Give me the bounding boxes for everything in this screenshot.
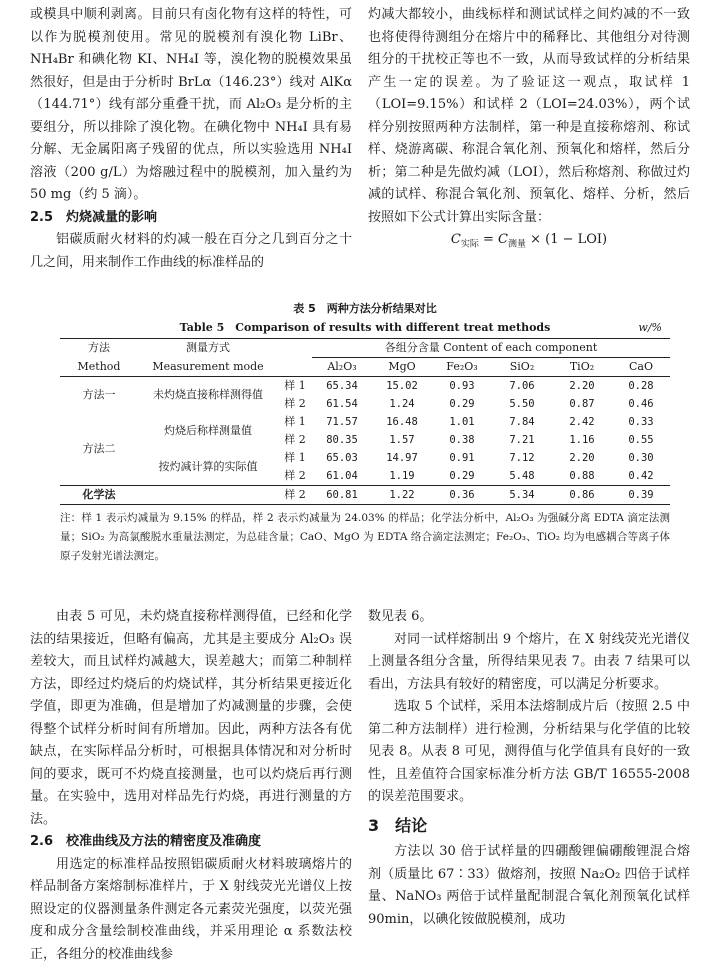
paragraph: 方法以 30 倍于试样量的四硼酸锂偏硼酸锂混合熔剂（质量比 67∶33）做熔剂，按照 Na₂O₂ 四倍于试样量、NaNO₃ 两倍于试样量配制混合氧化剂预氧化试样 90min，以碘化铵做脱模剂，成功: [368, 841, 690, 931]
sample-cell: 样 2: [278, 467, 312, 486]
value-cell: 0.46: [612, 395, 670, 413]
header-component: MgO: [372, 358, 432, 377]
value-cell: 0.29: [432, 467, 492, 486]
value-cell: 65.03: [312, 449, 372, 467]
header-method-en: Method: [60, 358, 138, 377]
mode-cell: 按灼减计算的实际值: [138, 449, 278, 486]
value-cell: 0.28: [612, 377, 670, 396]
value-cell: 1.01: [432, 413, 492, 431]
value-cell: 0.91: [432, 449, 492, 467]
table-unit: w/%: [638, 318, 662, 338]
header-mode-en: Measurement mode: [138, 358, 278, 377]
table-row: [60, 413, 670, 431]
value-cell: 0.33: [612, 413, 670, 431]
value-cell: 7.06: [492, 377, 552, 396]
table-title-en: Table 5 Comparison of results with different treat methods: [60, 318, 670, 338]
table-5-block: [60, 300, 670, 566]
value-cell: 2.20: [552, 377, 612, 396]
section-heading-2-5: 2.5 灼烧减量的影响: [30, 207, 352, 230]
table-title-row: [60, 318, 670, 338]
table-row: [60, 449, 670, 467]
paragraph: 或模具中顺利剥离。目前只有卤化物有这样的特性，可以作为脱模剂使用。常见的脱模剂有溴化物 LiBr、NH₄Br 和碘化物 KI、NH₄I 等，溴化物的脱模效果虽然很好，但是由于分析时 BrLα（146.23°）线对 AlKα（144.71°）线有部分重叠干扰，而 Al₂O₃ 是分析的主要组分，所以排除了溴化物。在碘化物中 NH₄I 具有易分解、无金属阳离子残留的优点，所以实验选用 NH₄I 溶液（200 g/L）为熔融过程中的脱模剂，加入量约为 50 mg（约 5 滴）。: [30, 4, 352, 207]
value-cell: 65.34: [312, 377, 372, 396]
header-method-cn: 方法: [60, 339, 138, 358]
value-cell: 1.22: [372, 486, 432, 505]
section-heading-3: 3 结论: [368, 815, 690, 838]
method-cell: 方法一: [60, 377, 138, 414]
value-cell: 15.02: [372, 377, 432, 396]
value-cell: 0.30: [612, 449, 670, 467]
value-cell: 0.38: [432, 431, 492, 449]
formula-tail: × (1 − LOI): [526, 232, 607, 247]
header-component: Fe₂O₃: [432, 358, 492, 377]
value-cell: 5.34: [492, 486, 552, 505]
mode-cell: [138, 486, 278, 505]
header-component: TiO₂: [552, 358, 612, 377]
value-cell: 0.39: [612, 486, 670, 505]
formula-rhs: C: [498, 232, 508, 247]
section-heading-2-6: 2.6 校准曲线及方法的精密度及准确度: [30, 831, 352, 854]
sample-cell: 样 1: [278, 449, 312, 467]
sample-cell: 样 2: [278, 431, 312, 449]
value-cell: 0.36: [432, 486, 492, 505]
value-cell: 0.86: [552, 486, 612, 505]
value-cell: 7.12: [492, 449, 552, 467]
header-component: CaO: [612, 358, 670, 377]
formula-eq: =: [479, 232, 498, 247]
paragraph: 由表 5 可见，未灼烧直接称样测得值，已经和化学法的结果接近，但略有偏高，尤其是主要成分 Al₂O₃ 误差较大，而且试样灼减越大，误差越大；而第二种制样方法，即经过灼烧后的灼烧试样，其分析结果更接近化学值，即更为准确，但是增加了灼减测量的步骤，会使得整个试样分析时间有所增加。因此，两种方法各有优缺点，在实际样品分析时，可根据具体情况和对分析时间的要求，既可不灼烧直接测量，也可以灼烧后再行测量。在实验中，选用对样品先行灼烧，再进行测量的方法。: [30, 606, 352, 831]
header-mode-cn: 测量方式: [138, 339, 278, 358]
value-cell: 1.57: [372, 431, 432, 449]
header-component: Al₂O₃: [312, 358, 372, 377]
sample-cell: 样 2: [278, 395, 312, 413]
value-cell: 2.42: [552, 413, 612, 431]
value-cell: 0.93: [432, 377, 492, 396]
table-row: [60, 377, 670, 396]
value-cell: 0.42: [612, 467, 670, 486]
formula-rhs-sub: 测量: [508, 240, 526, 250]
header-spacer: [278, 358, 312, 377]
value-cell: 1.24: [372, 395, 432, 413]
table-note: 注：样 1 表示灼减量为 9.15% 的样品，样 2 表示灼减量为 24.03% 的样品；化学法分析中，Al₂O₃ 为强碱分离 EDTA 滴定法测量；SiO₂ 为高氯酸脱水重量法测定，为总硅含量；CaO、MgO 为 EDTA 络合滴定法测定；Fe₂O₃、TiO₂ 均为电感耦合等离子体原子发射光谱法测定。: [60, 509, 670, 566]
value-cell: 80.35: [312, 431, 372, 449]
mode-cell: 灼烧后称样测量值: [138, 413, 278, 449]
paragraph: 铝碳质耐火材料的灼减一般在百分之几到百分之十几之间，用来制作工作曲线的标准样品的: [30, 229, 352, 274]
paragraph: 灼减大都较小，曲线标样和测试试样之间灼减的不一致也将使得待测组分在熔片中的稀释比、其他组分对待测组分的干扰校正等也不一致，从而导致试样的分析结果产生一定的误差。为了验证这一观点，取试样 1（LOI=9.15%）和试样 2（LOI=24.03%），两个试样分别按照两种方法制样，第一种是直接称熔剂、称试样、烧游离碳、称混合氧化剂、预氧化和熔样，然后分析；第二种是先做灼减（LOI），然后称熔剂、称做过灼减的试样、称混合氧化剂、预氧化、熔样、分析，然后按照如下公式计算出实际含量：: [368, 4, 690, 229]
bottom-right-column: [368, 606, 690, 931]
formula-lhs-sub: 实际: [461, 240, 479, 250]
value-cell: 7.21: [492, 431, 552, 449]
value-cell: 0.87: [552, 395, 612, 413]
table-row: [60, 486, 670, 505]
formula-lhs: C: [451, 232, 461, 247]
top-right-column: [368, 4, 690, 256]
value-cell: 2.20: [552, 449, 612, 467]
header-component: SiO₂: [492, 358, 552, 377]
value-cell: 0.55: [612, 431, 670, 449]
value-cell: 71.57: [312, 413, 372, 431]
results-table: [60, 338, 670, 505]
value-cell: 5.50: [492, 395, 552, 413]
formula: [368, 229, 690, 256]
mode-cell: 未灼烧直接称样测得值: [138, 377, 278, 414]
paragraph: 选取 5 个试样，采用本法熔制成片后（按照 2.5 中第二种方法制样）进行检测，分析结果与化学值的比较见表 8。从表 8 可见，测得值与化学值具有良好的一致性，且差值符合国家标准分析方法 GB/T 16555-2008 的误差范围要求。: [368, 696, 690, 809]
paragraph: 数见表 6。: [368, 606, 690, 629]
method-cell: 方法二: [60, 413, 138, 486]
paragraph: 对同一试样熔制出 9 个熔片，在 X 射线荧光光谱仪上测量各组分含量，所得结果见表 7。由表 7 结果可以看出，方法具有较好的精密度，可以满足分析要求。: [368, 629, 690, 697]
value-cell: 60.81: [312, 486, 372, 505]
value-cell: 16.48: [372, 413, 432, 431]
value-cell: 0.88: [552, 467, 612, 486]
sample-cell: 样 2: [278, 486, 312, 505]
paragraph: 用选定的标准样品按照铝碳质耐火材料玻璃熔片的样品制备方案熔制标准样片，于 X 射线荧光光谱仪上按照设定的仪器测量条件测定各元素荧光强度，以荧光强度和成分含量绘制校准曲线，并采用理论 α 系数法校正，各组分的校准曲线参: [30, 854, 352, 966]
header-component-group: 各组分含量 Content of each component: [312, 339, 670, 358]
value-cell: 0.29: [432, 395, 492, 413]
value-cell: 7.84: [492, 413, 552, 431]
table-title-cn: 表 5 两种方法分析结果对比: [60, 300, 670, 318]
header-spacer: [278, 339, 312, 358]
sample-cell: 样 1: [278, 377, 312, 396]
method-cell: 化学法: [60, 486, 138, 505]
top-left-column: [30, 4, 352, 274]
sample-cell: 样 1: [278, 413, 312, 431]
bottom-left-column: [30, 606, 352, 966]
value-cell: 1.16: [552, 431, 612, 449]
value-cell: 5.48: [492, 467, 552, 486]
value-cell: 61.04: [312, 467, 372, 486]
value-cell: 14.97: [372, 449, 432, 467]
value-cell: 61.54: [312, 395, 372, 413]
value-cell: 1.19: [372, 467, 432, 486]
